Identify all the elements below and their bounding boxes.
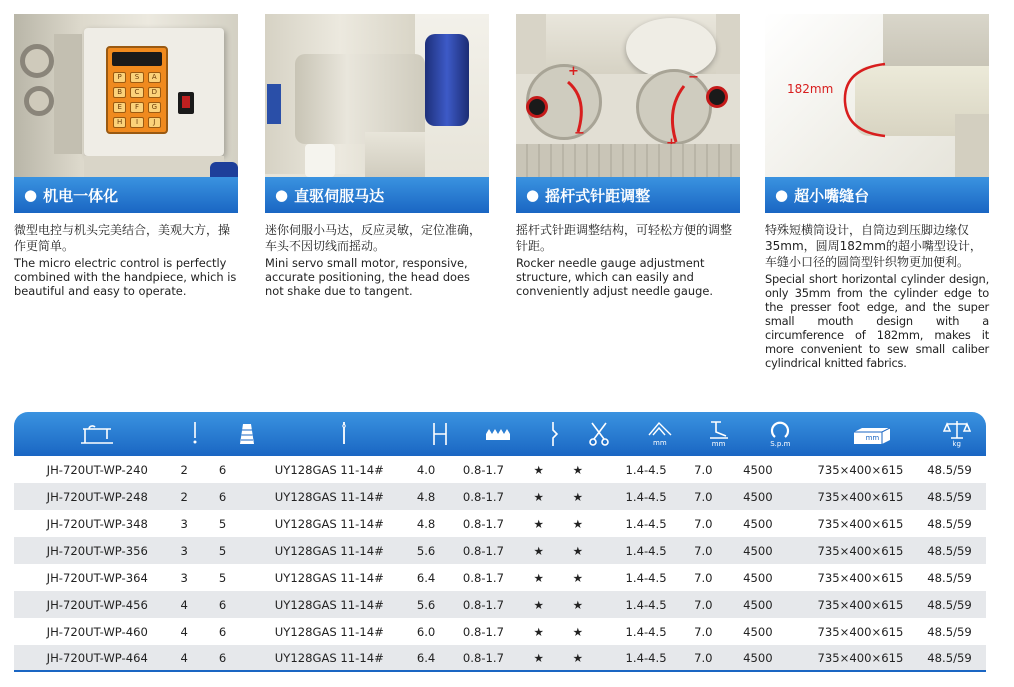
needle-gauge-cell: 4.0 bbox=[416, 462, 436, 477]
scissors-icon bbox=[573, 412, 626, 456]
thread-count-cell: 5 bbox=[218, 570, 227, 585]
thread-count-cell: 5 bbox=[218, 516, 227, 531]
needle-gauge-cell: 4.8 bbox=[416, 516, 436, 531]
keypad-key: I bbox=[130, 117, 143, 128]
weight-cell: 48.5/59 bbox=[927, 650, 972, 665]
needle-type-cell: UY128GAS 11-14# bbox=[274, 650, 384, 665]
needle-count-cell: 3 bbox=[180, 570, 188, 585]
foot-lift-cell: 7.0 bbox=[694, 516, 713, 531]
keypad-key: G bbox=[148, 102, 161, 113]
table-row bbox=[14, 645, 986, 672]
keypad-key: E bbox=[113, 102, 126, 113]
feed-cell: 0.8-1.7 bbox=[462, 516, 504, 531]
minus-mark: − bbox=[688, 70, 699, 85]
unit-label: kg bbox=[952, 440, 961, 448]
keypad-key: C bbox=[130, 87, 143, 98]
needle-gauge-icon bbox=[414, 412, 463, 456]
foot-lift-cell: 7.0 bbox=[694, 543, 713, 558]
package-size-cell: 735×400×615 bbox=[817, 516, 904, 531]
plus-mark: + bbox=[568, 64, 579, 79]
needle-gauge-cell: 6.4 bbox=[416, 570, 436, 585]
rocker-gauge-photo bbox=[516, 14, 740, 177]
model-cell: JH-720UT-WP-460 bbox=[46, 624, 148, 639]
package-size-cell: 735×400×615 bbox=[817, 650, 904, 665]
stitch-length-cell: 1.4-4.5 bbox=[625, 516, 667, 531]
package-size-cell: 735×400×615 bbox=[817, 624, 904, 639]
stitch-length-cell: 1.4-4.5 bbox=[625, 489, 667, 504]
stitch-length-cell: 1.4-4.5 bbox=[625, 650, 667, 665]
feature-title-bar bbox=[765, 177, 989, 213]
stitch-length-cell: 1.4-4.5 bbox=[625, 570, 667, 585]
control-keypad bbox=[106, 46, 168, 134]
trimmer-cell: ★ bbox=[533, 543, 544, 558]
feed-cell: 0.8-1.7 bbox=[462, 597, 504, 612]
foot-lift-cell: 7.0 bbox=[694, 489, 713, 504]
model-cell: JH-720UT-WP-464 bbox=[46, 650, 148, 665]
unit-label: S.p.m bbox=[770, 440, 791, 448]
bullet-icon: ● bbox=[275, 186, 289, 204]
feed-dog-icon bbox=[463, 412, 534, 456]
keypad-key: J bbox=[148, 117, 161, 128]
weight-cell: 48.5/59 bbox=[927, 543, 972, 558]
thread-count-cell: 6 bbox=[218, 624, 227, 639]
needle-count-cell: 4 bbox=[180, 650, 188, 665]
weight-cell: 48.5/59 bbox=[927, 597, 972, 612]
bullet-icon: ● bbox=[775, 186, 789, 204]
feature-description-en: Special short horizontal cylinder design, only 35mm from the cylinder edge to the presser foot edge, and the super small mouth design with a circumference of 182mm, makes it more convenient to sew small caliber cylindrical knitted fabrics. bbox=[765, 272, 989, 370]
speed-cell: 4500 bbox=[743, 462, 773, 477]
needle-gauge-cell: 6.4 bbox=[416, 650, 436, 665]
package-size-cell: 735×400×615 bbox=[817, 597, 904, 612]
keypad-key: F bbox=[130, 102, 143, 113]
needle-type-cell: UY128GAS 11-14# bbox=[274, 543, 384, 558]
keypad-key: H bbox=[113, 117, 126, 128]
feed-cell: 0.8-1.7 bbox=[462, 489, 504, 504]
foot-lift-cell: 7.0 bbox=[694, 624, 713, 639]
weight-scale-icon bbox=[927, 412, 986, 456]
thread-count-cell: 6 bbox=[218, 650, 227, 665]
trimmer-cell: ★ bbox=[533, 650, 544, 665]
minus-mark: − bbox=[574, 126, 585, 141]
needle-count-cell: 2 bbox=[180, 462, 188, 477]
weight-cell: 48.5/59 bbox=[927, 624, 972, 639]
needle-gauge-cell: 6.0 bbox=[416, 624, 436, 639]
table-row bbox=[14, 564, 986, 591]
feature-title: 摇杆式针距调整 bbox=[545, 186, 651, 205]
spec-table bbox=[14, 412, 986, 672]
scissors-cell: ★ bbox=[572, 597, 584, 612]
feature-title: 超小嘴缝台 bbox=[794, 186, 870, 205]
stitch-length-cell: 1.4-4.5 bbox=[625, 543, 667, 558]
lcd-display bbox=[112, 52, 162, 66]
feature-title-bar bbox=[516, 177, 740, 213]
package-size-cell: 735×400×615 bbox=[817, 543, 904, 558]
needle-count-cell: 3 bbox=[180, 543, 188, 558]
weight-cell: 48.5/59 bbox=[927, 489, 972, 504]
package-size-cell: 735×400×615 bbox=[817, 570, 904, 585]
needle-icon bbox=[275, 412, 414, 456]
needle-type-cell: UY128GAS 11-14# bbox=[274, 624, 384, 639]
thread-cone-icon bbox=[210, 412, 275, 456]
table-row bbox=[14, 591, 986, 618]
table-row bbox=[14, 510, 986, 537]
feature-description-zh: 特殊短横筒设计，自筒边到压脚边缘仅35mm，圆周182mm的超小嘴型设计，车缝小口径的圆筒型针织物更加便利。 bbox=[765, 223, 982, 269]
speed-cell: 4500 bbox=[743, 597, 773, 612]
speed-cell: 4500 bbox=[743, 489, 773, 504]
package-size-cell: 735×400×615 bbox=[817, 462, 904, 477]
keypad-key: D bbox=[148, 87, 161, 98]
model-cell: JH-720UT-WP-356 bbox=[46, 543, 148, 558]
feature-card-mechatronics bbox=[14, 14, 238, 298]
speed-cell: 4500 bbox=[743, 570, 773, 585]
needle-count-cell: 4 bbox=[180, 624, 188, 639]
model-cell: JH-720UT-WP-240 bbox=[46, 462, 148, 477]
feed-cell: 0.8-1.7 bbox=[462, 543, 504, 558]
needle-type-cell: UY128GAS 11-14# bbox=[274, 489, 384, 504]
scissors-cell: ★ bbox=[572, 650, 584, 665]
foot-lift-cell: 7.0 bbox=[694, 597, 713, 612]
model-cell: JH-720UT-WP-364 bbox=[46, 570, 148, 585]
thread-count-cell: 6 bbox=[218, 597, 227, 612]
scissors-cell: ★ bbox=[572, 624, 584, 639]
table-row bbox=[14, 537, 986, 564]
circumference-label: 182mm bbox=[787, 82, 834, 96]
cylinder-bed-photo bbox=[765, 14, 989, 177]
foot-lift-cell: 7.0 bbox=[694, 462, 713, 477]
needle-count-cell: 3 bbox=[180, 516, 188, 531]
speed-cell: 4500 bbox=[743, 650, 773, 665]
feature-card-servo-motor bbox=[265, 14, 489, 298]
bullet-icon: ● bbox=[526, 186, 540, 204]
foot-lift-cell: 7.0 bbox=[694, 570, 713, 585]
model-cell: JH-720UT-WP-456 bbox=[46, 597, 148, 612]
trimmer-cell: ★ bbox=[533, 516, 544, 531]
needle-type-cell: UY128GAS 11-14# bbox=[274, 516, 384, 531]
needle-type-cell: UY128GAS 11-14# bbox=[274, 597, 384, 612]
trimmer-cell: ★ bbox=[533, 624, 544, 639]
thread-count-cell: 5 bbox=[218, 543, 227, 558]
feed-cell: 0.8-1.7 bbox=[462, 462, 504, 477]
spec-table-body bbox=[14, 456, 986, 672]
feature-description-en: Mini servo small motor, responsive, accurate positioning, the head does not shake due to tangent. bbox=[265, 256, 470, 298]
stitch-length-cell: 1.4-4.5 bbox=[625, 597, 667, 612]
keypad-key: A bbox=[148, 72, 161, 83]
speed-cell: 4500 bbox=[743, 624, 773, 639]
power-switch bbox=[178, 92, 194, 114]
feature-title-bar bbox=[265, 177, 489, 213]
speed-icon bbox=[743, 412, 817, 456]
servo-motor-photo bbox=[265, 14, 489, 177]
trimmer-cell: ★ bbox=[533, 462, 544, 477]
feed-cell: 0.8-1.7 bbox=[462, 570, 504, 585]
scissors-cell: ★ bbox=[572, 462, 584, 477]
spec-table-header bbox=[14, 412, 986, 456]
feed-cell: 0.8-1.7 bbox=[462, 624, 504, 639]
unit-label: mm bbox=[653, 439, 667, 447]
sewing-machine-icon bbox=[14, 412, 181, 456]
unit-label: mm bbox=[711, 440, 726, 448]
needle-gauge-cell: 4.8 bbox=[416, 489, 436, 504]
thread-trimmer-icon bbox=[533, 412, 572, 456]
needle-gauge-cell: 5.6 bbox=[416, 543, 436, 558]
trimmer-cell: ★ bbox=[533, 597, 544, 612]
needle-count-icon bbox=[181, 412, 210, 456]
speed-cell: 4500 bbox=[743, 543, 773, 558]
feature-description-zh: 摇杆式针距调整结构，可轻松方便的调整针距。 bbox=[516, 223, 733, 253]
speed-cell: 4500 bbox=[743, 516, 773, 531]
thread-count-cell: 6 bbox=[218, 462, 227, 477]
table-row bbox=[14, 456, 986, 483]
control-panel-photo bbox=[14, 14, 238, 177]
needle-type-cell: UY128GAS 11-14# bbox=[274, 462, 384, 477]
needle-count-cell: 4 bbox=[180, 597, 188, 612]
feature-card-rocker-gauge bbox=[516, 14, 740, 298]
table-row bbox=[14, 483, 986, 510]
servo-motor-cap bbox=[425, 34, 469, 126]
feature-description-en: Rocker needle gauge adjustment structure, which can easily and conveniently adjust needle gauge. bbox=[516, 256, 713, 298]
weight-cell: 48.5/59 bbox=[927, 516, 972, 531]
package-size-icon bbox=[818, 412, 928, 456]
stitch-length-cell: 1.4-4.5 bbox=[625, 462, 667, 477]
keypad-key: P bbox=[113, 72, 126, 83]
weight-cell: 48.5/59 bbox=[927, 570, 972, 585]
scissors-cell: ★ bbox=[572, 543, 584, 558]
weight-cell: 48.5/59 bbox=[927, 462, 972, 477]
scissors-cell: ★ bbox=[572, 570, 584, 585]
stitch-length-icon bbox=[626, 412, 695, 456]
feature-title: 直驱伺服马达 bbox=[294, 186, 385, 205]
needle-count-cell: 2 bbox=[180, 489, 188, 504]
feature-description-zh: 微型电控与机头完美结合，美观大方，操作更简单。 bbox=[14, 223, 231, 253]
keypad-key: S bbox=[130, 72, 143, 83]
scissors-cell: ★ bbox=[572, 489, 584, 504]
table-row bbox=[14, 618, 986, 645]
feature-description-en: The micro electric control is perfectly combined with the handpiece, which is beautiful and easy to operate. bbox=[14, 256, 237, 298]
needle-gauge-cell: 5.6 bbox=[416, 597, 436, 612]
package-size-cell: 735×400×615 bbox=[817, 489, 904, 504]
thread-count-cell: 6 bbox=[218, 489, 227, 504]
foot-lift-cell: 7.0 bbox=[694, 650, 713, 665]
unit-label: mm bbox=[865, 434, 880, 442]
scissors-cell: ★ bbox=[572, 516, 584, 531]
feature-title: 机电一体化 bbox=[43, 186, 119, 205]
feature-title-bar bbox=[14, 177, 238, 213]
feature-card-small-mouth bbox=[765, 14, 989, 370]
presser-foot-lift-icon bbox=[694, 412, 743, 456]
model-cell: JH-720UT-WP-248 bbox=[46, 489, 148, 504]
keypad-key: B bbox=[113, 87, 126, 98]
trimmer-cell: ★ bbox=[533, 489, 544, 504]
model-cell: JH-720UT-WP-348 bbox=[46, 516, 148, 531]
trimmer-cell: ★ bbox=[533, 570, 544, 585]
needle-type-cell: UY128GAS 11-14# bbox=[274, 570, 384, 585]
stitch-length-cell: 1.4-4.5 bbox=[625, 624, 667, 639]
feature-description-zh: 迷你伺服小马达，反应灵敏，定位准确，车头不因切线而摇动。 bbox=[265, 223, 482, 253]
feed-cell: 0.8-1.7 bbox=[462, 650, 504, 665]
bullet-icon: ● bbox=[24, 186, 38, 204]
